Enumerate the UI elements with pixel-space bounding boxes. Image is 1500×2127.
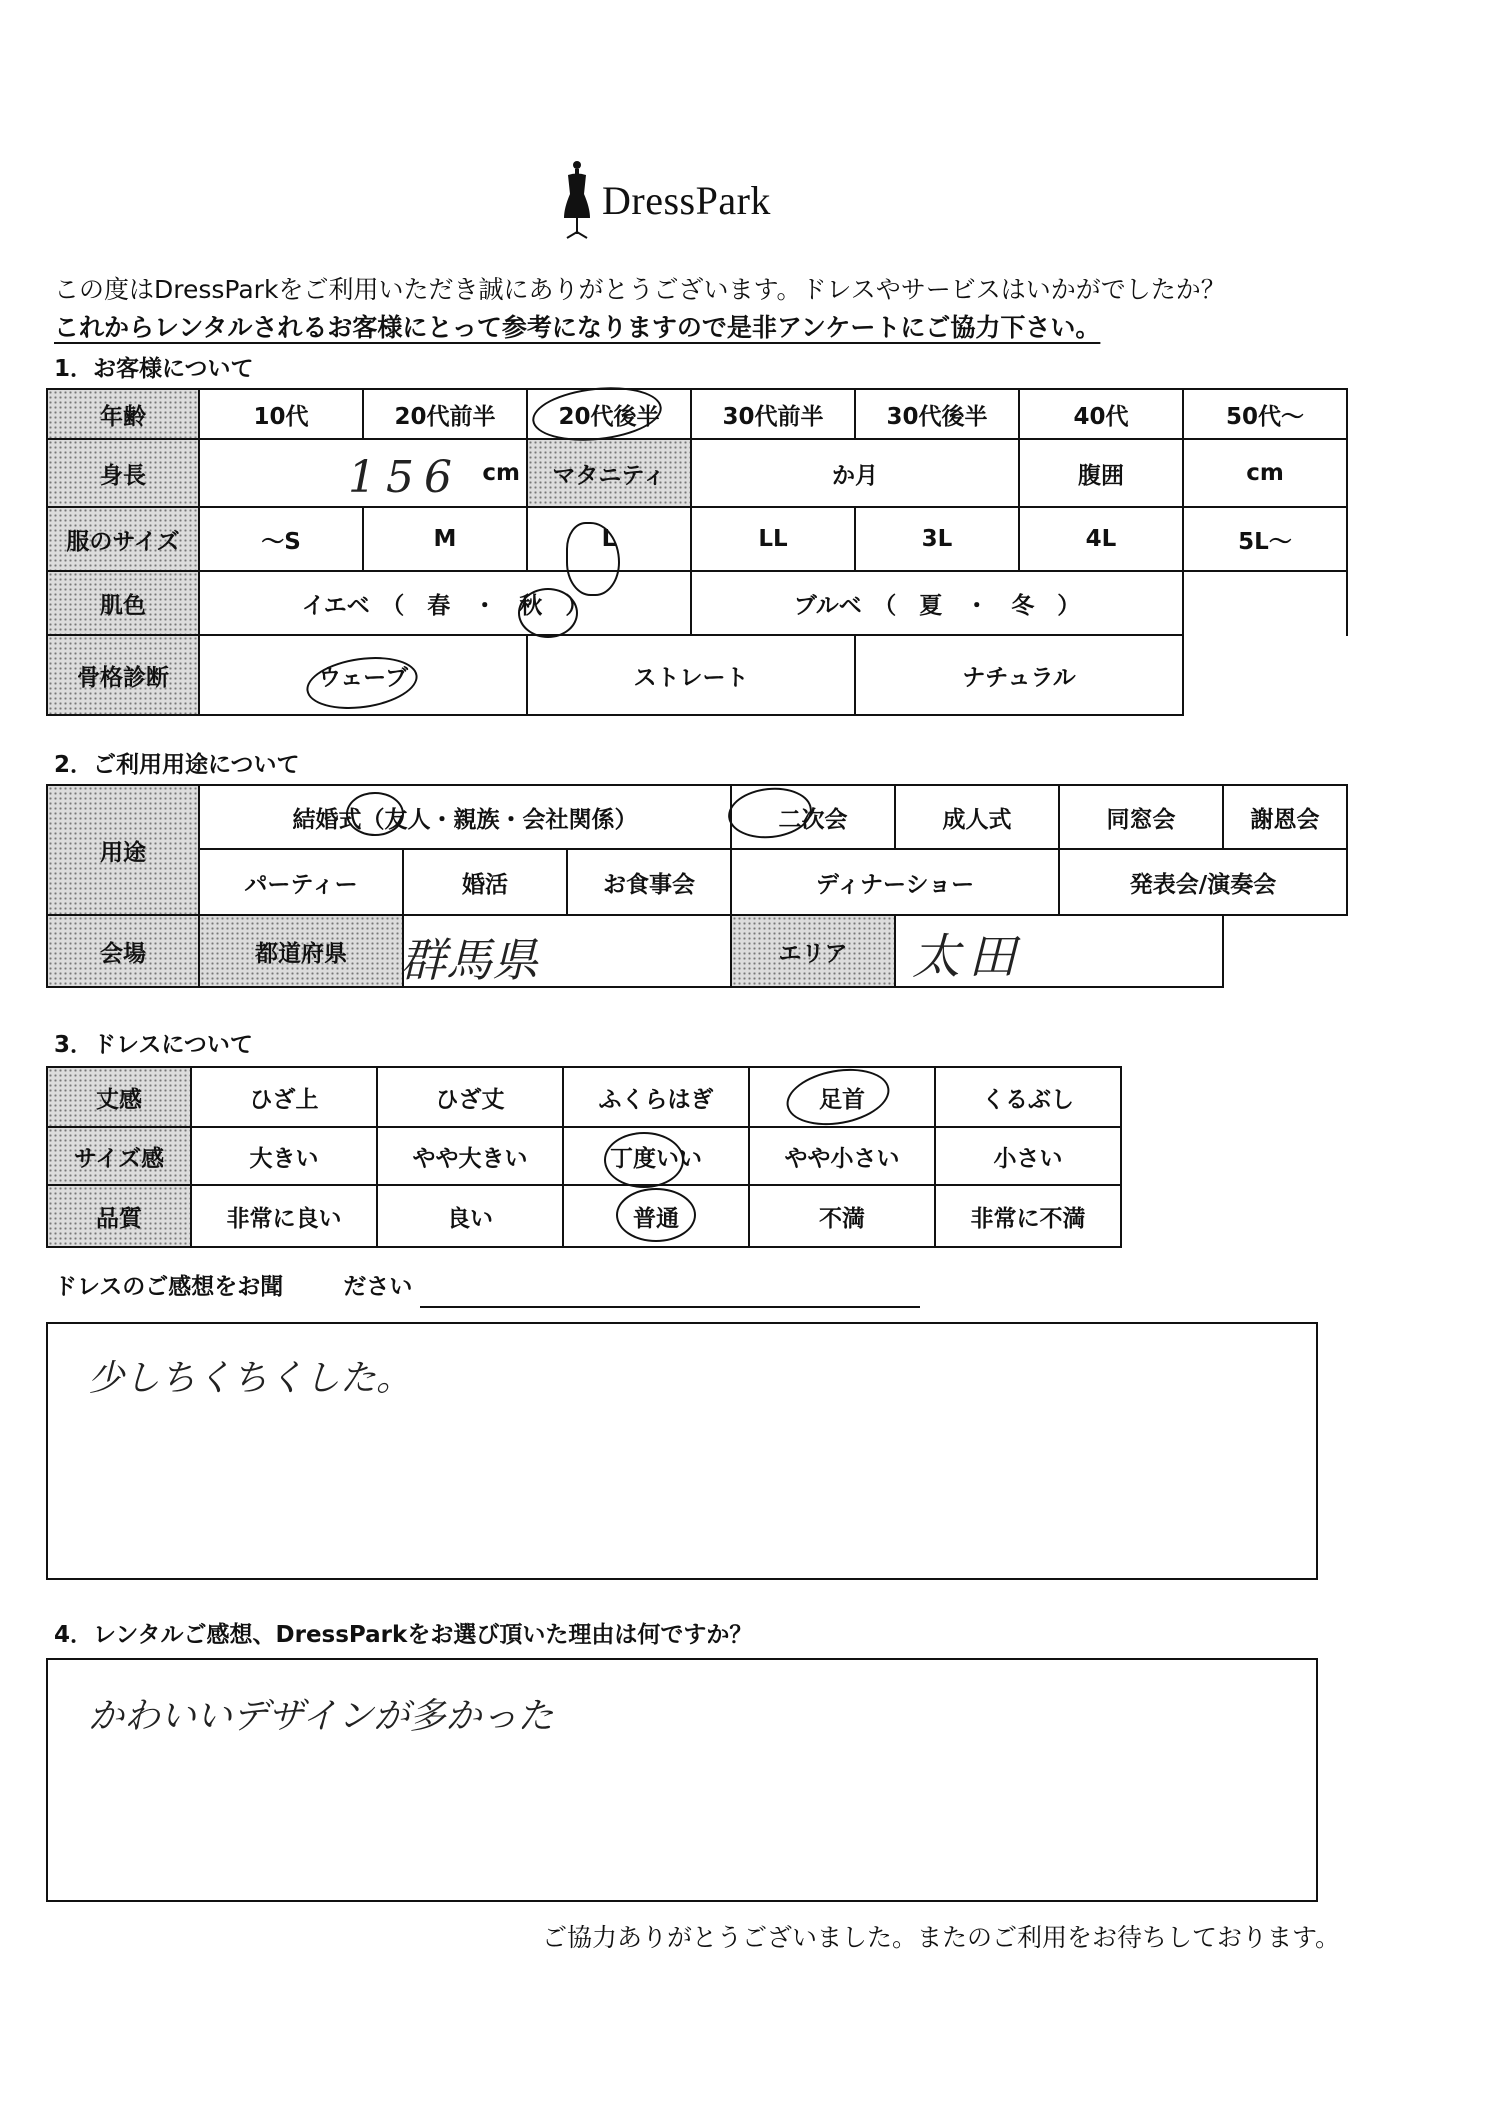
skin-yellow-option[interactable]: イエベ （ 春 ・ 秋 ） [200, 572, 692, 636]
fit-option[interactable]: やや大きい [378, 1128, 564, 1186]
size-option[interactable]: LL [692, 508, 856, 572]
purpose-dinner-show[interactable]: ディナーショー [732, 850, 1060, 916]
height-label: 身長 [48, 440, 200, 508]
purpose-thanks-party[interactable]: 謝恩会 [1224, 786, 1346, 850]
dress-form-icon [560, 160, 594, 240]
fit-option[interactable]: やや小さい [750, 1128, 936, 1186]
intro-line-1: この度はDressParkをご利用いただき誠にありがとうございます。ドレスやサービスはいかがでしたか？ [54, 275, 1226, 304]
skeleton-option[interactable]: ナチュラル [856, 636, 1184, 714]
quality-option-selected[interactable]: 普通 [564, 1186, 750, 1246]
size-option[interactable]: 3L [856, 508, 1020, 572]
maternity-label: マタニティ [528, 440, 692, 508]
size-option[interactable]: 5L～ [1184, 508, 1346, 572]
purpose-afterparty[interactable]: 二次会 [732, 786, 896, 850]
quality-option[interactable]: 不満 [750, 1186, 936, 1246]
prefecture-label: 都道府県 [200, 916, 404, 986]
age-option-selected[interactable]: 20代後半 [528, 390, 692, 440]
purpose-reunion[interactable]: 同窓会 [1060, 786, 1224, 850]
venue-label: 会場 [48, 916, 200, 986]
skeleton-option-selected[interactable]: ウェーブ [200, 636, 528, 714]
intro-line-2: これからレンタルされるお客様にとって参考になりますので是非アンケートにご協力下さい。 [54, 313, 1101, 342]
table-cutout [1224, 916, 1350, 988]
empty-cell [1184, 572, 1346, 636]
skeleton-option[interactable]: ストレート [528, 636, 856, 714]
quality-option[interactable]: 良い [378, 1186, 564, 1246]
impression-label [54, 1268, 412, 1301]
size-option[interactable]: M [364, 508, 528, 572]
waist-label: 腹囲 [1020, 440, 1184, 508]
age-option[interactable]: 30代後半 [856, 390, 1020, 440]
purpose-coming-of-age[interactable]: 成人式 [896, 786, 1060, 850]
age-option[interactable]: 10代 [200, 390, 364, 440]
size-option[interactable]: 4L [1020, 508, 1184, 572]
purpose-label: 用途 [48, 786, 200, 916]
section-1-title: 1．お客様について [54, 356, 254, 382]
purpose-table [46, 784, 1348, 988]
reason-text: かわいいデザインが多かった [88, 1696, 554, 1737]
skeleton-label: 骨格診断 [48, 636, 200, 714]
section-2-title: 2．ご利用用途について [54, 752, 300, 778]
quality-option[interactable]: 非常に良い [192, 1186, 378, 1246]
length-option[interactable]: ひざ上 [192, 1068, 378, 1128]
customer-table [46, 388, 1348, 716]
quality-label: 品質 [48, 1186, 192, 1246]
purpose-dinner[interactable]: お食事会 [568, 850, 732, 916]
length-label: 丈感 [48, 1068, 192, 1128]
age-option[interactable]: 50代～ [1184, 390, 1346, 440]
size-option[interactable]: ～S [200, 508, 364, 572]
impression-label-head: ドレスのご感想をお聞 [54, 1274, 284, 1300]
divider [420, 1306, 920, 1308]
table-cutout [1184, 636, 1350, 716]
age-option[interactable]: 30代前半 [692, 390, 856, 440]
fit-option-selected[interactable]: 丁度いい [564, 1128, 750, 1186]
purpose-wedding[interactable]: 結婚式（友人・親族・会社関係） [200, 786, 732, 850]
length-option[interactable]: ひざ丈 [378, 1068, 564, 1128]
length-option-selected[interactable]: 足首 [750, 1068, 936, 1128]
logo-text: DressPark [602, 177, 771, 223]
age-option[interactable]: 40代 [1020, 390, 1184, 440]
section-4-title: 4．レンタルご感想、DressParkをお選び頂いた理由は何ですか？ [54, 1622, 753, 1648]
fit-option[interactable]: 小さい [936, 1128, 1120, 1186]
area-label: エリア [732, 916, 896, 986]
skin-blue-option[interactable]: ブルベ （ 夏 ・ 冬 ） [692, 572, 1184, 636]
dress-table [46, 1066, 1122, 1248]
section-3-title: 3．ドレスについて [54, 1032, 253, 1058]
footer-thanks: ご協力ありがとうございました。またのご利用をお待ちしております。 [541, 1923, 1340, 1952]
fit-label: サイズ感 [48, 1128, 192, 1186]
purpose-party[interactable]: パーティー [200, 850, 404, 916]
area-value: 太田 [912, 929, 1025, 985]
fit-option[interactable]: 大きい [192, 1128, 378, 1186]
length-option[interactable]: くるぶし [936, 1068, 1120, 1128]
impression-text: 少しちくちくした。 [88, 1358, 413, 1399]
logo [560, 160, 771, 240]
quality-option[interactable]: 非常に不満 [970, 1205, 1086, 1232]
reason-box[interactable] [46, 1658, 1318, 1902]
prefecture-value: 群馬県 [400, 933, 538, 987]
purpose-konkatsu[interactable]: 婚活 [404, 850, 568, 916]
purpose-recital[interactable]: 発表会/演奏会 [1060, 850, 1346, 916]
length-option[interactable]: ふくらはぎ [564, 1068, 750, 1128]
age-label: 年齢 [48, 390, 200, 440]
size-option-selected[interactable]: L [528, 508, 692, 572]
skin-label: 肌色 [48, 572, 200, 636]
waist-unit[interactable]: cm [1184, 440, 1346, 508]
impression-label-tail: ださい [343, 1274, 413, 1300]
height-unit: cm [200, 440, 528, 508]
impression-box[interactable] [46, 1322, 1318, 1580]
size-label: 服のサイズ [48, 508, 200, 572]
height-value: 156 [348, 452, 462, 503]
maternity-months[interactable]: か月 [692, 440, 1020, 508]
age-option[interactable]: 20代前半 [364, 390, 528, 440]
